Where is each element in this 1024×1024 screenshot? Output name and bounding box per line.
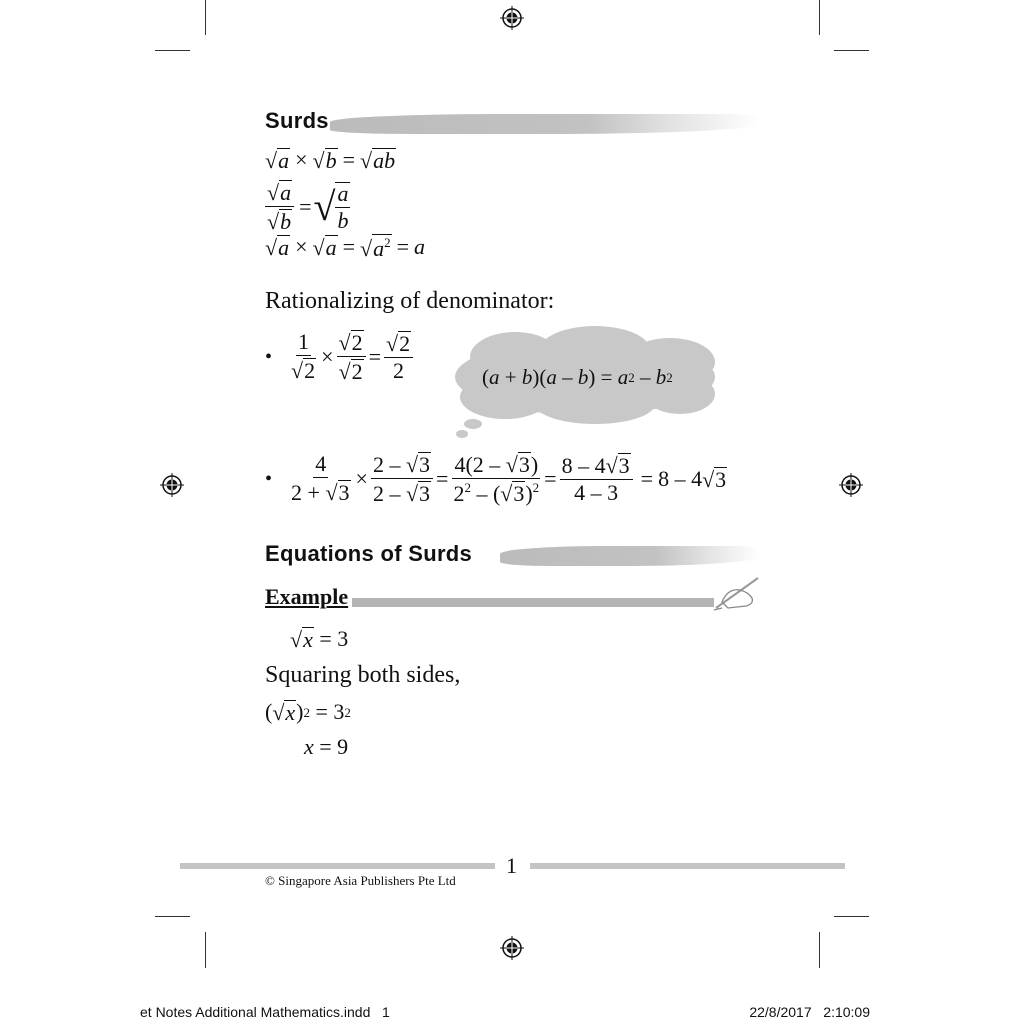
crop-mark: [819, 932, 820, 968]
registration-mark-icon: [500, 936, 524, 960]
footer-rule-right: [530, 863, 845, 869]
registration-mark-icon: [839, 473, 863, 497]
pencil-hand-icon: [712, 574, 762, 612]
crop-mark: [205, 932, 206, 968]
section-heading-surds: Surds: [265, 108, 329, 133]
example-step-1: √ x = 3: [290, 626, 349, 652]
heading-brush: [330, 114, 760, 134]
heading-brush: [500, 546, 760, 566]
surd-rule-square: √ a × √ a = √ $a^2$ = a: [265, 234, 425, 261]
registration-mark-icon: [160, 473, 184, 497]
example-step-3: ( √ x ) 2 = 3 2: [265, 699, 351, 725]
rationalizing-label: Rationalizing of denominator:: [265, 288, 555, 314]
crop-mark: [834, 916, 869, 917]
crop-mark: [155, 50, 190, 51]
cloud-identity: ( a + b )( a – b ) = a 2 – b 2: [482, 365, 673, 389]
registration-mark-icon: [500, 6, 524, 30]
surd-rule-quotient: √ a √ b = √ $\frac{a}{b}$: [267, 180, 349, 234]
copyright: © Singapore Asia Publishers Pte Ltd: [265, 873, 456, 888]
section-heading-equations: Equations of Surds: [265, 541, 473, 566]
rationalizing-example-1: • 1 √ 2 × √ 2 √ 2 = √ 2 2: [265, 330, 416, 383]
footer-rule-left: [180, 863, 495, 869]
crop-mark: [205, 0, 206, 35]
slug-datetime: 22/8/2017 2:10:09: [749, 1004, 870, 1020]
crop-mark: [819, 0, 820, 35]
page-number: 1: [506, 853, 517, 878]
crop-mark: [155, 916, 190, 917]
crop-mark: [834, 50, 869, 51]
example-label: Example: [265, 584, 349, 609]
slug-filename: et Notes Additional Mathematics.indd 1: [140, 1004, 390, 1020]
example-bar: [352, 598, 714, 607]
surd-rule-product: √ a × √ b = √ ab: [265, 147, 396, 173]
example-step-4: x = 9: [304, 734, 349, 759]
rationalizing-example-2: • 4 2 + √ 3 × 2 – √ 3 2 – √ 3 = 4(2 – √ 3 ) $2^2$ – ( √ 3 )$^2$ = 8 – 4 √ 3 4 – 3 = 8 – 4 √ 3: [265, 451, 727, 506]
example-step-2: Squaring both sides,: [265, 662, 461, 688]
